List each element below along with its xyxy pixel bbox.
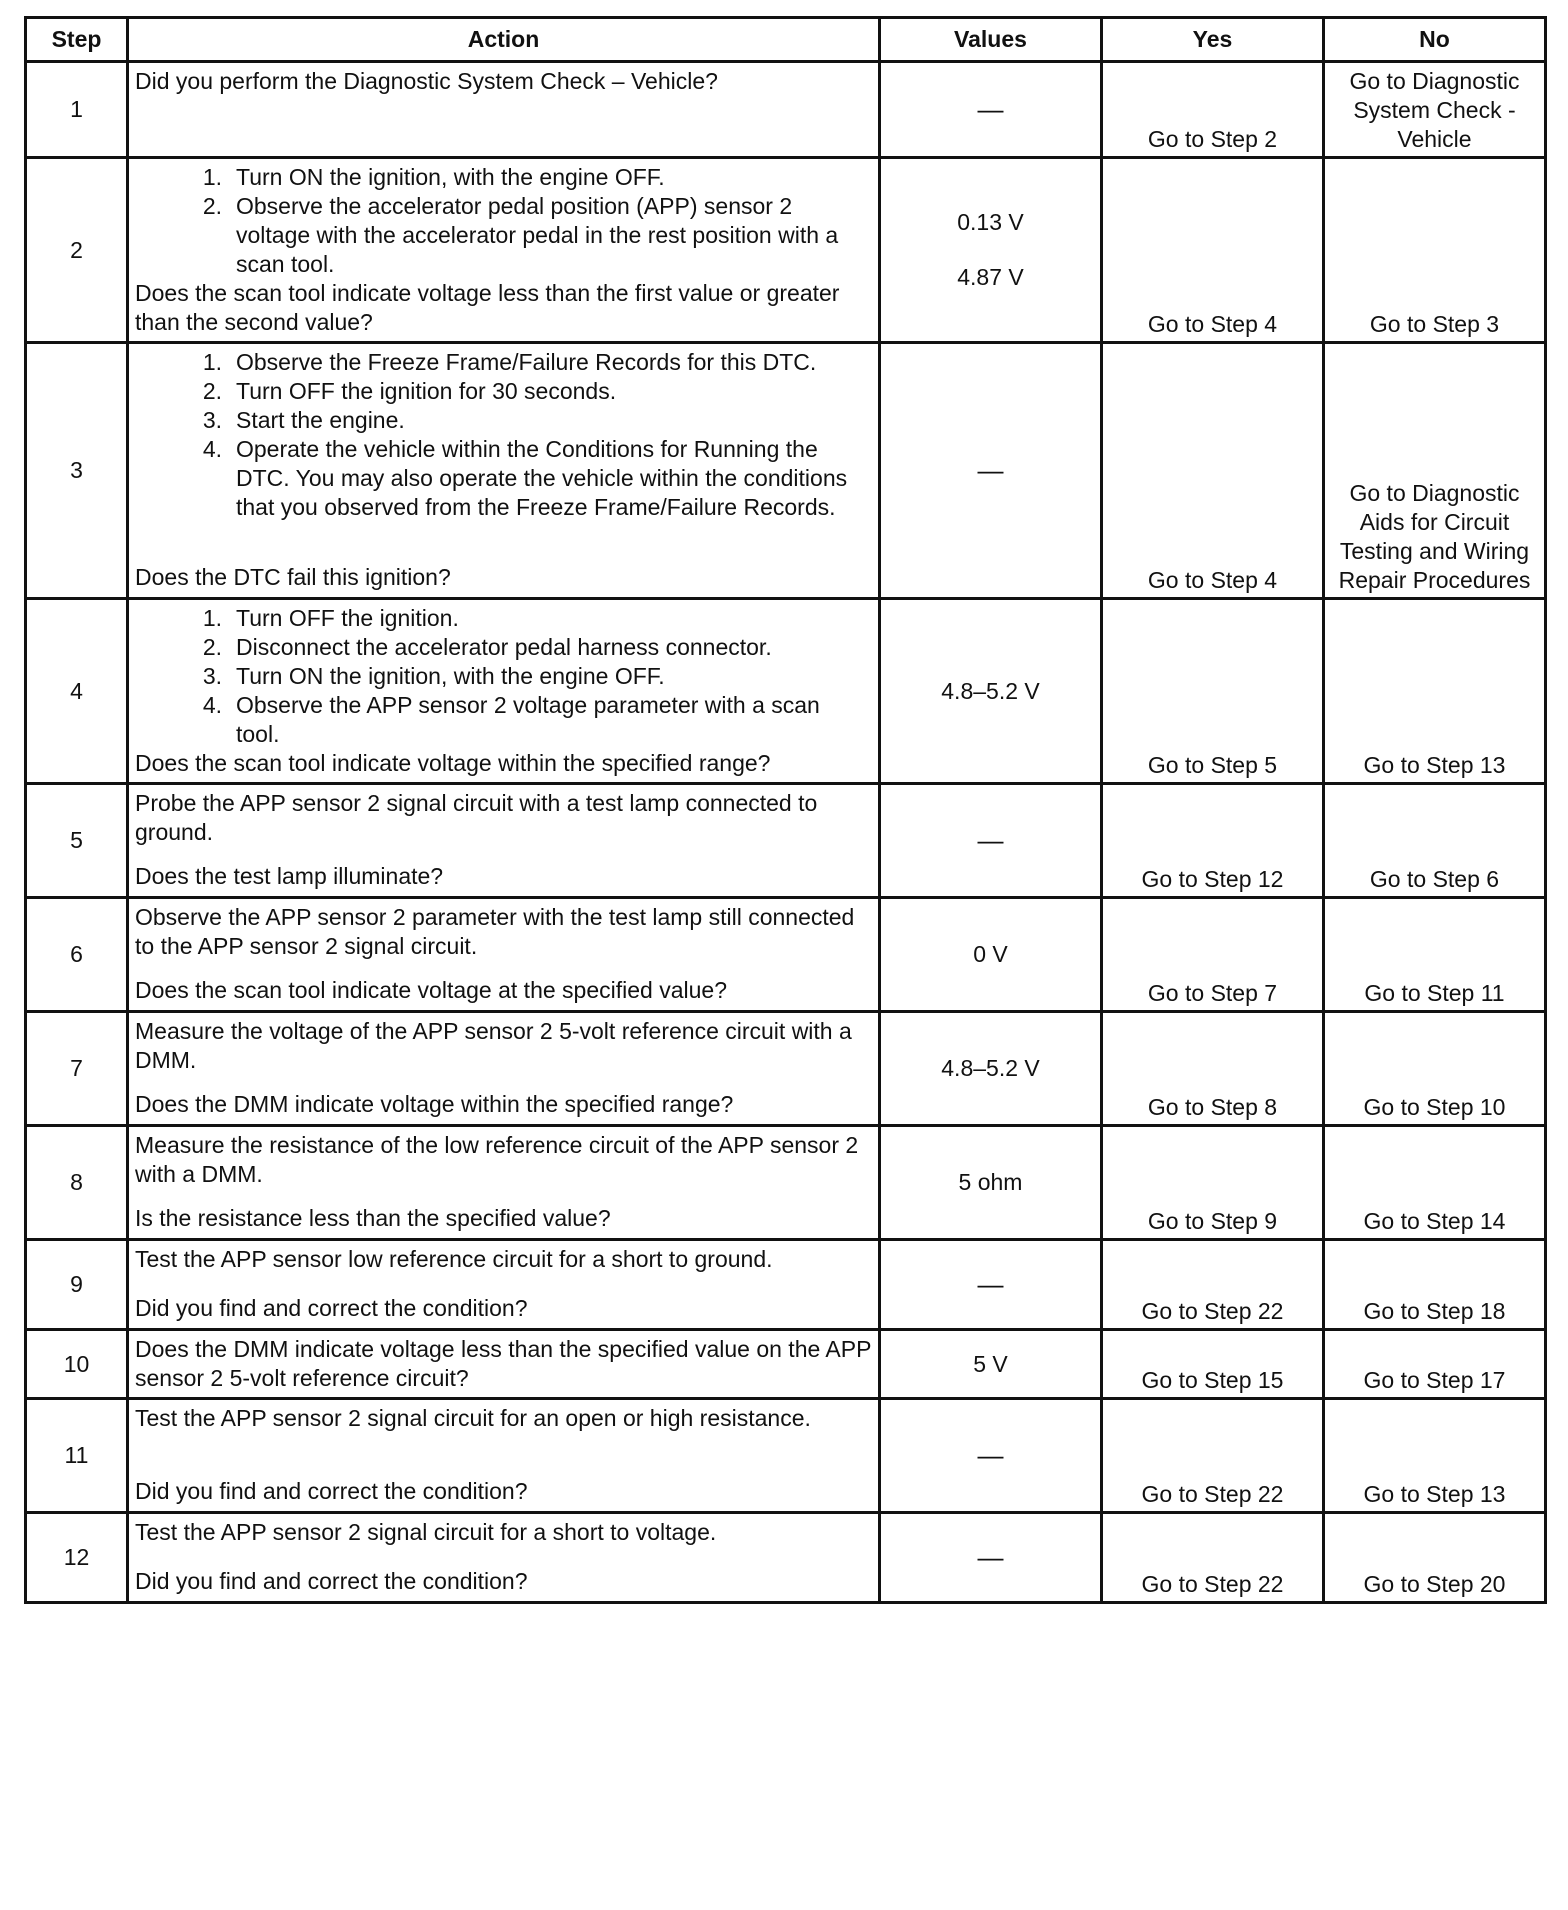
yes-cell: Go to Step 7 <box>1102 898 1324 1012</box>
step-number: 5 <box>26 784 128 898</box>
action-cell <box>128 1513 880 1603</box>
no-cell: Go to Step 3 <box>1324 158 1546 343</box>
yes-cell: Go to Step 5 <box>1102 599 1324 784</box>
step-number: 4 <box>26 599 128 784</box>
step-number: 1 <box>26 62 128 158</box>
list-item <box>135 662 872 691</box>
no-cell: Go to Step 13 <box>1324 1399 1546 1513</box>
no-cell: Go to Diagnostic System Check - Vehicle <box>1324 62 1546 158</box>
table-row <box>26 1012 1546 1126</box>
no-cell: Go to Step 11 <box>1324 898 1546 1012</box>
table-row <box>26 1330 1546 1399</box>
action-question: Does the DTC fail this ignition? <box>135 564 451 590</box>
action-cell <box>128 1330 880 1399</box>
list-item-text: Observe the APP sensor 2 voltage parameter with a scan tool. <box>236 692 820 747</box>
list-item-number: 2. <box>202 193 222 219</box>
table-row <box>26 1126 1546 1240</box>
value-text: — <box>977 1269 1004 1299</box>
list-item-number: 3. <box>202 407 222 433</box>
action-cell <box>128 784 880 898</box>
action-text: Test the APP sensor 2 signal circuit for a short to voltage. <box>135 1519 717 1545</box>
list-item-number: 2. <box>202 378 222 404</box>
diagnostic-table <box>24 16 1547 1604</box>
action-cell <box>128 343 880 599</box>
list-item-number: 4. <box>202 436 222 462</box>
action-text: Measure the resistance of the low reference circuit of the APP sensor 2 with a DMM. <box>135 1132 859 1187</box>
action-cell <box>128 1126 880 1240</box>
yes-cell: Go to Step 8 <box>1102 1012 1324 1126</box>
list-item-text: Observe the accelerator pedal position (APP) sensor 2 voltage with the accelerator pedal in the rest position with a scan tool. <box>236 193 839 277</box>
action-cell <box>128 1399 880 1513</box>
value-text: 4.87 V <box>957 264 1024 290</box>
value-text: — <box>977 825 1004 855</box>
action-text: Test the APP sensor 2 signal circuit for an open or high resistance. <box>135 1405 811 1431</box>
table-row <box>26 1240 1546 1330</box>
step-number: 2 <box>26 158 128 343</box>
yes-cell: Go to Step 4 <box>1102 158 1324 343</box>
action-cell <box>128 158 880 343</box>
list-item-text: Turn ON the ignition, with the engine OFF. <box>236 663 665 689</box>
values-cell <box>880 158 1102 343</box>
yes-cell: Go to Step 2 <box>1102 62 1324 158</box>
list-item <box>135 348 872 377</box>
step-number: 6 <box>26 898 128 1012</box>
list-item-number: 4. <box>202 692 222 718</box>
list-item-text: Disconnect the accelerator pedal harness connector. <box>236 634 772 660</box>
no-cell: Go to Diagnostic Aids for Circuit Testing and Wiring Repair Procedures <box>1324 343 1546 599</box>
action-question: Does the scan tool indicate voltage at the specified value? <box>135 977 727 1003</box>
action-text: Does the DMM indicate voltage less than the specified value on the APP sensor 2 5-volt reference circuit? <box>135 1336 872 1391</box>
table-row <box>26 343 1546 599</box>
values-cell <box>880 599 1102 784</box>
step-number: 11 <box>26 1399 128 1513</box>
action-cell <box>128 1012 880 1126</box>
list-item <box>135 163 872 192</box>
yes-cell: Go to Step 22 <box>1102 1399 1324 1513</box>
action-text: Probe the APP sensor 2 signal circuit with a test lamp connected to ground. <box>135 790 818 845</box>
list-item-number: 1. <box>202 605 222 631</box>
table-row <box>26 898 1546 1012</box>
yes-cell: Go to Step 4 <box>1102 343 1324 599</box>
action-question: Is the resistance less than the specified value? <box>135 1205 611 1231</box>
list-item-number: 1. <box>202 349 222 375</box>
values-cell <box>880 898 1102 1012</box>
list-item-text: Turn OFF the ignition for 30 seconds. <box>236 378 617 404</box>
values-cell <box>880 1399 1102 1513</box>
values-cell <box>880 1330 1102 1399</box>
list-item-text: Start the engine. <box>236 407 405 433</box>
value-text: 4.8–5.2 V <box>941 677 1040 704</box>
value-text: 0 V <box>973 941 1008 967</box>
action-question: Did you find and correct the condition? <box>135 1568 528 1594</box>
action-steps-list <box>135 163 872 279</box>
table-row <box>26 1399 1546 1513</box>
list-item-text: Turn OFF the ignition. <box>236 605 459 631</box>
action-cell <box>128 1240 880 1330</box>
table-row <box>26 599 1546 784</box>
action-text: Test the APP sensor low reference circuit for a short to ground. <box>135 1246 773 1272</box>
step-number: 9 <box>26 1240 128 1330</box>
value-text: 0.13 V <box>957 209 1024 235</box>
action-steps-list <box>135 604 872 749</box>
action-cell <box>128 599 880 784</box>
value-text: — <box>977 455 1004 485</box>
header-step: Step <box>26 18 128 62</box>
no-cell: Go to Step 18 <box>1324 1240 1546 1330</box>
action-question: Does the scan tool indicate voltage within the specified range? <box>135 750 771 776</box>
header-row <box>26 18 1546 62</box>
list-item-text: Operate the vehicle within the Conditions for Running the DTC. You may also operate the vehicle within the conditions that you observed from the Freeze Frame/Failure Records. <box>236 436 848 520</box>
table-row <box>26 1513 1546 1603</box>
list-item-number: 1. <box>202 164 222 190</box>
yes-cell: Go to Step 9 <box>1102 1126 1324 1240</box>
values-cell <box>880 784 1102 898</box>
action-text: Observe the APP sensor 2 parameter with the test lamp still connected to the APP sensor 2 signal circuit. <box>135 904 855 959</box>
action-text: Did you perform the Diagnostic System Check – Vehicle? <box>135 68 718 94</box>
yes-cell: Go to Step 22 <box>1102 1240 1324 1330</box>
diagnostic-table-document <box>24 16 1544 1604</box>
list-item <box>135 435 872 522</box>
values-cell <box>880 1240 1102 1330</box>
values-cell <box>880 1012 1102 1126</box>
values-cell <box>880 343 1102 599</box>
action-cell <box>128 62 880 158</box>
action-question: Does the test lamp illuminate? <box>135 863 444 889</box>
values-cell <box>880 1126 1102 1240</box>
table-row <box>26 158 1546 343</box>
values-cell <box>880 1513 1102 1603</box>
value-text: 5 V <box>973 1350 1008 1377</box>
value-text: — <box>977 1440 1004 1470</box>
list-item <box>135 377 872 406</box>
step-number: 7 <box>26 1012 128 1126</box>
value-text: — <box>977 1542 1004 1572</box>
yes-cell: Go to Step 22 <box>1102 1513 1324 1603</box>
header-action: Action <box>128 18 880 62</box>
action-question: Does the DMM indicate voltage within the specified range? <box>135 1091 734 1117</box>
step-number: 10 <box>26 1330 128 1399</box>
action-steps-list <box>135 348 872 522</box>
list-item-number: 2. <box>202 634 222 660</box>
header-no: No <box>1324 18 1546 62</box>
list-item <box>135 192 872 279</box>
table-row <box>26 62 1546 158</box>
list-item <box>135 406 872 435</box>
action-question: Did you find and correct the condition? <box>135 1478 528 1504</box>
step-number: 12 <box>26 1513 128 1603</box>
action-question: Did you find and correct the condition? <box>135 1295 528 1321</box>
list-item-text: Turn ON the ignition, with the engine OFF. <box>236 164 665 190</box>
yes-cell: Go to Step 12 <box>1102 784 1324 898</box>
list-item <box>135 604 872 633</box>
list-item <box>135 691 872 749</box>
value-text: 5 ohm <box>958 1169 1023 1195</box>
action-cell <box>128 898 880 1012</box>
list-item-number: 3. <box>202 663 222 689</box>
no-cell: Go to Step 10 <box>1324 1012 1546 1126</box>
value-text: — <box>977 94 1004 124</box>
values-cell <box>880 62 1102 158</box>
list-item <box>135 633 872 662</box>
no-cell: Go to Step 17 <box>1324 1330 1546 1399</box>
header-yes: Yes <box>1102 18 1324 62</box>
no-cell: Go to Step 6 <box>1324 784 1546 898</box>
no-cell: Go to Step 13 <box>1324 599 1546 784</box>
table-row <box>26 784 1546 898</box>
yes-cell: Go to Step 15 <box>1102 1330 1324 1399</box>
value-text: 4.8–5.2 V <box>941 1055 1040 1081</box>
action-question: Does the scan tool indicate voltage less than the first value or greater than the second value? <box>135 280 840 335</box>
no-cell: Go to Step 14 <box>1324 1126 1546 1240</box>
step-number: 3 <box>26 343 128 599</box>
action-text: Measure the voltage of the APP sensor 2 5-volt reference circuit with a DMM. <box>135 1018 852 1073</box>
no-cell: Go to Step 20 <box>1324 1513 1546 1603</box>
list-item-text: Observe the Freeze Frame/Failure Records for this DTC. <box>236 349 817 375</box>
step-number: 8 <box>26 1126 128 1240</box>
header-values: Values <box>880 18 1102 62</box>
